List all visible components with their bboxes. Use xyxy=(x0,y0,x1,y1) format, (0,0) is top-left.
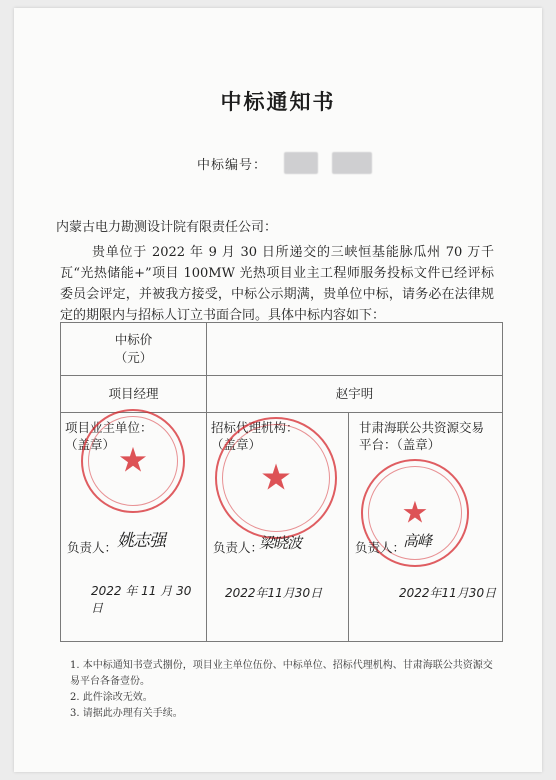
addressee: 内蒙古电力勘测设计院有限责任公司： xyxy=(56,220,278,235)
note-item: 2. 此件涂改无效。 xyxy=(70,692,153,703)
star-icon: ★ xyxy=(401,495,429,531)
party-platform-label: 甘肃海联公共资源交易 xyxy=(359,420,485,435)
platform-sign-label: 负责人： xyxy=(355,540,406,555)
manager-value: 赵宇明 xyxy=(207,376,503,413)
owner-signature: 姚志强 xyxy=(117,531,165,551)
price-label-cell xyxy=(61,323,207,376)
party-agency-label: 招标代理机构： xyxy=(211,420,299,435)
party-owner-label: 项目业主单位： xyxy=(65,420,153,435)
notes xyxy=(70,658,494,722)
redacted-bid-number-part-1 xyxy=(284,152,318,174)
agency-signature: 梁晓波 xyxy=(259,534,302,552)
star-icon: ★ xyxy=(117,440,149,481)
agency-seal xyxy=(215,417,337,539)
owner-date: 2022 年 11 月 30 日 xyxy=(91,584,192,615)
award-table xyxy=(60,322,503,642)
party-agency-seal-note: （盖章） xyxy=(211,437,262,452)
party-owner-seal-note: （盖章） xyxy=(65,437,116,452)
document-title: 中标通知书 xyxy=(220,89,336,114)
redacted-bid-number-part-2 xyxy=(332,152,372,174)
owner-seal xyxy=(81,409,185,513)
party-agency xyxy=(207,413,349,642)
price-unit: （元） xyxy=(114,350,153,365)
price-value xyxy=(207,323,503,376)
platform-date: 2022年11月30日 xyxy=(399,586,497,600)
platform-signature: 高峰 xyxy=(403,532,432,550)
party-owner xyxy=(61,413,207,642)
note-item: 3. 请据此办理有关手续。 xyxy=(70,708,183,719)
star-icon: ★ xyxy=(259,457,293,499)
agency-sign-label: 负责人： xyxy=(213,540,264,555)
bid-number-label: 中标编号： xyxy=(197,158,268,173)
manager-label: 项目经理 xyxy=(61,376,207,413)
agency-date: 2022年11月30日 xyxy=(225,586,323,600)
party-platform-seal-note: 平台：（盖章） xyxy=(359,437,441,452)
party-platform xyxy=(349,413,503,642)
price-label: 中标价 xyxy=(114,332,153,347)
notice-paper xyxy=(14,8,542,772)
note-item: 1. 本中标通知书壹式捌份，项目业主单位伍份、中标单位、招标代理机构、甘肃海联公共资源交易平台各备壹份。 xyxy=(70,660,493,687)
owner-sign-label: 负责人： xyxy=(67,540,118,555)
notice-body: 贵单位于 2022 年 9 月 30 日所递交的三峡恒基能脉瓜州 70 万千瓦“光热储能+”项目 100MW 光热项目业主工程师服务投标文件已经评标委员会评定，并被我方接受，中标公示期满，贵单位中标，请务必在法律规定的期限内与招标人订立书面合同。具体中标内容如下： xyxy=(60,245,494,323)
